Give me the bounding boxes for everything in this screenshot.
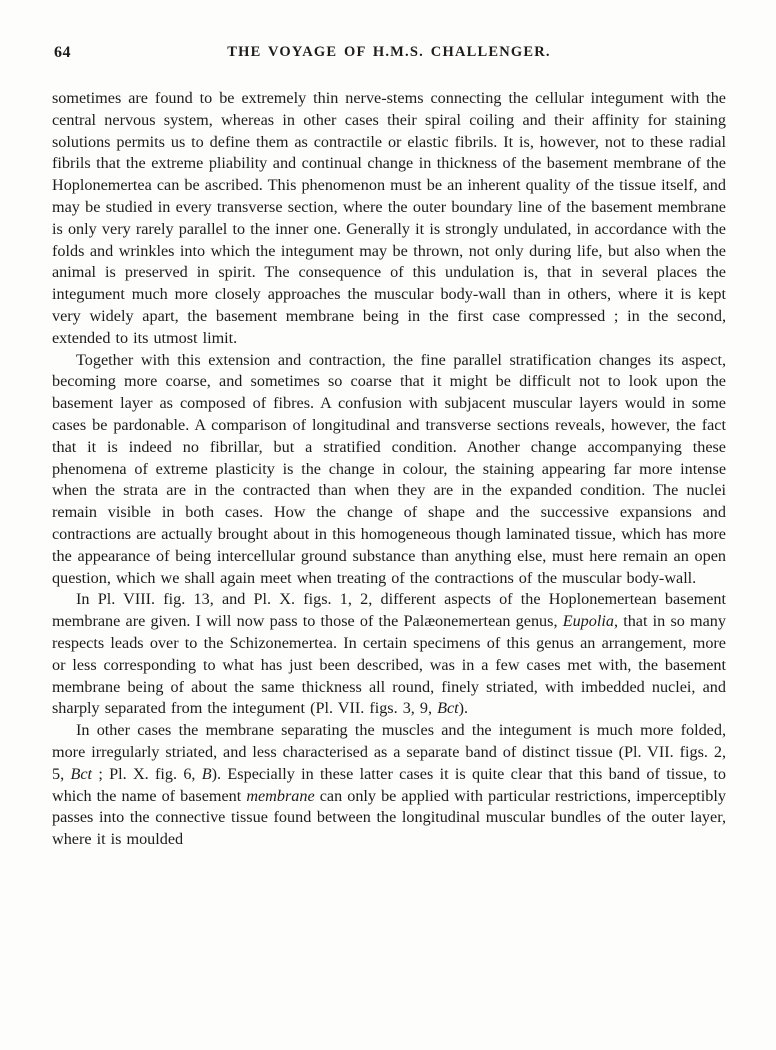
paragraph	[52, 720, 726, 851]
paragraph	[52, 589, 726, 720]
page-body	[52, 88, 726, 851]
italic-text: Bct	[437, 699, 459, 718]
paragraph	[52, 350, 726, 590]
text-run: In Pl. VIII. fig. 13, and Pl. X. figs. 1, 2, different aspects of the Hoplonemertean basement membrane are given. I will now pass to those of the Palæonemertean genus,	[52, 590, 726, 631]
italic-text: membrane	[246, 786, 315, 805]
text-run: ; Pl. X. fig. 6,	[92, 764, 202, 783]
page-title: THE VOYAGE OF H.M.S. CHALLENGER.	[227, 44, 551, 60]
text-run: sometimes are found to be extremely thin nerve-stems connecting the cellular integument with the central nervous system, whereas in other cases their spiral coiling and their affinity for staining solutions permits us to define them as contractile or elastic fibrils. It is, however, not to these radial fibrils that the extreme pliability and continual change in thickness of the basement membrane of the Hoplonemertea can be ascribed. This phenomenon must be an inherent quality of the tissue itself, and may be studied in every transverse section, where the outer boundary line of the basement membrane is only very rarely parallel to the inner one. Generally it is strongly undulated, in accordance with the folds and wrinkles into which the integument may be thrown, not only during life, but also when the animal is preserved in spirit. The consequence of this undulation is, that in several places the integument much more closely approaches the muscular body-wall than in others, where it is kept very widely apart, the basement membrane being in the first case compressed ; in the second, extended to its utmost limit.	[52, 89, 726, 347]
paragraph	[52, 88, 726, 350]
italic-text: Eupolia	[562, 612, 614, 631]
italic-text: B	[201, 764, 212, 783]
running-head	[52, 44, 726, 74]
italic-text: Bct	[70, 764, 93, 783]
text-run: , that in so many respects leads over to the Schizonemertea. In certain specimens of this genus an arrangement, more or less corresponding to what has just been described, was in a few cases met with, the basement membrane being of about the same thickness all round, finely striated, with imbedded nuclei, and sharply separated from the integument (Pl. VII. figs. 3, 9,	[52, 612, 726, 718]
text-run: ).	[458, 699, 469, 718]
page-number: 64	[54, 44, 71, 61]
text-run: ). Especially in these latter cases it is quite clear that this band of tissue, to which the name of basement	[52, 764, 727, 805]
text-run: In other cases the membrane separating the muscles and the integument is much more folded, more irregularly striated, and less characterised as a separate band of distinct tissue (Pl. VII. figs. 2, 5,	[52, 721, 726, 783]
text-run: can only be applied with particular restrictions, imperceptibly passes into the connective tissue found between the longitudinal muscular bundles of the outer layer, where it is moulded	[52, 786, 726, 849]
text-run: Together with this extension and contraction, the fine parallel stratification changes its aspect, becoming more coarse, and sometimes so coarse that it might be difficult not to look upon the basement layer as composed of fibres. A confusion with subjacent muscular layers would in some cases be pardonable. A comparison of longitudinal and transverse sections reveals, however, the fact that it is indeed no fibrillar, but a stratified condition. Another change accompanying these phenomena of extreme plasticity is the change in colour, the staining appearing far more intense when the strata are in the contracted than when they are in the expanded condition. The nuclei remain visible in both cases. How the change of shape and the successive expansions and contractions are actually brought about in this homogeneous though laminated tissue, which has more the appearance of being intercellular ground substance than anything else, must here remain an open question, which we shall again meet when treating of the contractions of the muscular body-wall.	[52, 350, 726, 587]
